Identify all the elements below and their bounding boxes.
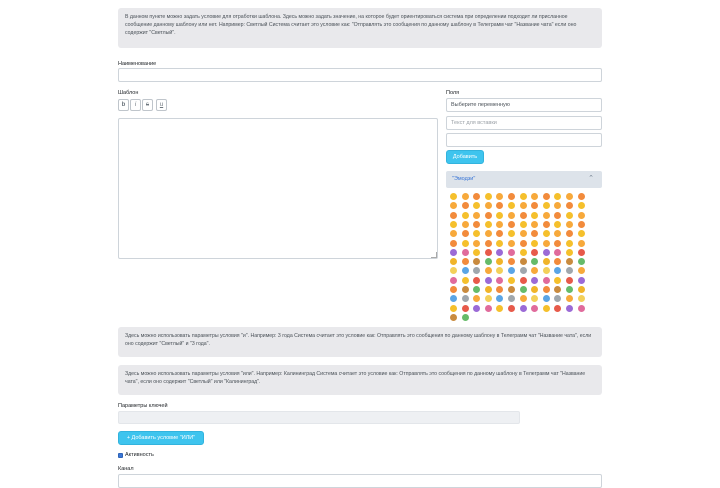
underline-button[interactable]: u [156, 99, 167, 111]
name-input[interactable] [118, 68, 602, 82]
emoji-item[interactable] [554, 240, 561, 247]
emoji-item[interactable] [496, 240, 503, 247]
emoji-item[interactable] [462, 221, 469, 228]
emoji-item[interactable] [543, 212, 550, 219]
emoji-item[interactable] [578, 295, 585, 302]
emoji-item[interactable] [508, 221, 515, 228]
emoji-item[interactable] [485, 277, 492, 284]
emoji-item[interactable] [508, 249, 515, 256]
emoji-item[interactable] [543, 230, 550, 237]
keys-input[interactable] [118, 411, 520, 424]
emoji-item[interactable] [450, 277, 457, 284]
emoji-item[interactable] [520, 193, 527, 200]
emoji-item[interactable] [578, 202, 585, 209]
emoji-item[interactable] [543, 240, 550, 247]
emoji-item[interactable] [520, 230, 527, 237]
emoji-item[interactable] [462, 240, 469, 247]
active-label: Активность [125, 452, 154, 458]
emoji-item[interactable] [531, 249, 538, 256]
emoji-item[interactable] [543, 249, 550, 256]
emoji-panel [446, 171, 602, 319]
emoji-item[interactable] [554, 295, 561, 302]
emoji-item[interactable] [543, 221, 550, 228]
emoji-item[interactable] [496, 193, 503, 200]
emoji-item[interactable] [473, 202, 480, 209]
emoji-item[interactable] [462, 193, 469, 200]
emoji-item[interactable] [485, 286, 492, 293]
emoji-item[interactable] [566, 212, 573, 219]
extra-input[interactable] [446, 133, 602, 147]
emoji-item[interactable] [496, 295, 503, 302]
emoji-item[interactable] [566, 258, 573, 265]
emoji-item[interactable] [531, 193, 538, 200]
template-label: Шаблон [118, 90, 139, 96]
emoji-item[interactable] [531, 212, 538, 219]
emoji-item[interactable] [508, 230, 515, 237]
emoji-item[interactable] [485, 202, 492, 209]
emoji-panel-header[interactable] [446, 171, 602, 188]
emoji-item[interactable] [473, 212, 480, 219]
emoji-item[interactable] [520, 295, 527, 302]
emoji-item[interactable] [450, 314, 457, 321]
fields-label: Поля [446, 90, 460, 96]
or-condition-text: Здесь можно использовать параметры условия "или". Например: Калининград Система считает это условие как: Отправлять это сообщения по данному шаблону в Телеграмм чат "Название чата", если оно содержит "Светлый" или "Калининград". [125, 371, 586, 385]
emoji-item[interactable] [520, 258, 527, 265]
emoji-item[interactable] [531, 277, 538, 284]
variable-select[interactable] [446, 98, 602, 112]
emoji-item[interactable] [566, 221, 573, 228]
emoji-item[interactable] [578, 258, 585, 265]
emoji-item[interactable] [473, 249, 480, 256]
emoji-item[interactable] [531, 305, 538, 312]
emoji-item[interactable] [496, 202, 503, 209]
emoji-item[interactable] [543, 202, 550, 209]
emoji-item[interactable] [520, 249, 527, 256]
emoji-item[interactable] [473, 295, 480, 302]
emoji-item[interactable] [578, 267, 585, 274]
emoji-item[interactable] [531, 295, 538, 302]
emoji-item[interactable] [543, 258, 550, 265]
emoji-item[interactable] [450, 230, 457, 237]
channel-label: Канал [118, 466, 134, 472]
emoji-item[interactable] [554, 258, 561, 265]
emoji-item[interactable] [485, 221, 492, 228]
emoji-item[interactable] [473, 221, 480, 228]
textarea-resize-handle[interactable] [431, 252, 437, 258]
emoji-item[interactable] [450, 202, 457, 209]
emoji-item[interactable] [462, 295, 469, 302]
emoji-item[interactable] [496, 249, 503, 256]
emoji-item[interactable] [566, 193, 573, 200]
emoji-item[interactable] [485, 295, 492, 302]
emoji-item[interactable] [531, 240, 538, 247]
emoji-item[interactable] [450, 258, 457, 265]
emoji-item[interactable] [496, 221, 503, 228]
emoji-item[interactable] [450, 240, 457, 247]
emoji-item[interactable] [531, 267, 538, 274]
emoji-item[interactable] [578, 193, 585, 200]
emoji-item[interactable] [485, 258, 492, 265]
emoji-item[interactable] [531, 230, 538, 237]
emoji-item[interactable] [508, 258, 515, 265]
emoji-item[interactable] [543, 286, 550, 293]
or-condition-alert [118, 365, 602, 395]
emoji-item[interactable] [578, 221, 585, 228]
active-checkbox[interactable] [118, 453, 123, 458]
emoji-item[interactable] [520, 277, 527, 284]
chevron-up-icon[interactable]: ⌃ [588, 175, 594, 182]
emoji-item[interactable] [462, 267, 469, 274]
intro-info-alert [118, 8, 602, 48]
emoji-item[interactable] [462, 258, 469, 265]
emoji-item[interactable] [485, 193, 492, 200]
emoji-item[interactable] [508, 212, 515, 219]
emoji-item[interactable] [450, 249, 457, 256]
strike-button[interactable]: s [142, 99, 153, 111]
intro-info-text: В данном пункте можно задать условие для отработки шаблона. Здесь можно задать значение, на которое будет ориентироваться система при определении подходит ли присланное сообщение данному шаблону или нет. Например: Светлый Система считает это условие как: "Отправлять это сообщения по данному шаблону в Телеграмм чат "Название чата" если оно содержит "Светлый". [125, 14, 577, 36]
emoji-item[interactable] [473, 277, 480, 284]
emoji-item[interactable] [473, 267, 480, 274]
emoji-item[interactable] [578, 249, 585, 256]
emoji-item[interactable] [485, 267, 492, 274]
emoji-item[interactable] [496, 305, 503, 312]
emoji-item[interactable] [462, 202, 469, 209]
emoji-item[interactable] [531, 221, 538, 228]
emoji-item[interactable] [578, 230, 585, 237]
emoji-item[interactable] [566, 295, 573, 302]
channel-select[interactable] [118, 474, 602, 488]
emoji-item[interactable] [450, 286, 457, 293]
emoji-item[interactable] [578, 212, 585, 219]
emoji-item[interactable] [520, 202, 527, 209]
emoji-item[interactable] [508, 295, 515, 302]
emoji-item[interactable] [462, 277, 469, 284]
add-or-condition-button[interactable]: + Добавить условие "ИЛИ" [118, 431, 204, 445]
emoji-item[interactable] [508, 267, 515, 274]
bold-button[interactable]: b [118, 99, 129, 111]
emoji-item[interactable] [462, 212, 469, 219]
emoji-item[interactable] [566, 305, 573, 312]
emoji-item[interactable] [496, 277, 503, 284]
emoji-item[interactable] [554, 277, 561, 284]
emoji-item[interactable] [450, 267, 457, 274]
emoji-item[interactable] [508, 202, 515, 209]
emoji-item[interactable] [462, 249, 469, 256]
keys-label: Параметры ключей [118, 403, 168, 409]
emoji-item[interactable] [554, 193, 561, 200]
emoji-item[interactable] [578, 305, 585, 312]
emoji-item[interactable] [450, 221, 457, 228]
emoji-item[interactable] [462, 286, 469, 293]
emoji-item[interactable] [485, 240, 492, 247]
emoji-item[interactable] [462, 230, 469, 237]
emoji-item[interactable] [543, 295, 550, 302]
emoji-item[interactable] [496, 286, 503, 293]
emoji-item[interactable] [566, 230, 573, 237]
emoji-item[interactable] [496, 212, 503, 219]
emoji-item[interactable] [531, 286, 538, 293]
emoji-item[interactable] [520, 267, 527, 274]
emoji-item[interactable] [543, 267, 550, 274]
emoji-item[interactable] [543, 193, 550, 200]
emoji-item[interactable] [473, 240, 480, 247]
emoji-item[interactable] [520, 286, 527, 293]
emoji-item[interactable] [485, 305, 492, 312]
emoji-panel-title: "Эмодзи" [452, 176, 476, 182]
emoji-item[interactable] [485, 249, 492, 256]
emoji-item[interactable] [520, 212, 527, 219]
italic-button[interactable]: i [130, 99, 141, 111]
emoji-item[interactable] [566, 286, 573, 293]
emoji-item[interactable] [578, 286, 585, 293]
emoji-item[interactable] [473, 305, 480, 312]
emoji-item[interactable] [578, 240, 585, 247]
emoji-item[interactable] [554, 202, 561, 209]
emoji-item[interactable] [554, 267, 561, 274]
add-field-button[interactable]: Добавить [446, 150, 484, 164]
emoji-item[interactable] [531, 258, 538, 265]
emoji-item[interactable] [485, 230, 492, 237]
emoji-item[interactable] [578, 277, 585, 284]
emoji-item[interactable] [566, 267, 573, 274]
emoji-item[interactable] [462, 305, 469, 312]
emoji-item[interactable] [496, 267, 503, 274]
emoji-item[interactable] [496, 258, 503, 265]
emoji-item[interactable] [554, 221, 561, 228]
emoji-item[interactable] [450, 305, 457, 312]
emoji-item[interactable] [450, 295, 457, 302]
emoji-item[interactable] [508, 305, 515, 312]
emoji-item[interactable] [462, 314, 469, 321]
emoji-item[interactable] [554, 286, 561, 293]
emoji-item[interactable] [520, 305, 527, 312]
emoji-item[interactable] [450, 212, 457, 219]
emoji-item[interactable] [520, 221, 527, 228]
insert-text-input[interactable]: Текст для вставки [446, 116, 602, 130]
emoji-item[interactable] [473, 230, 480, 237]
emoji-item[interactable] [554, 305, 561, 312]
emoji-item[interactable] [485, 212, 492, 219]
emoji-item[interactable] [566, 240, 573, 247]
emoji-item[interactable] [508, 193, 515, 200]
emoji-item[interactable] [496, 230, 503, 237]
and-condition-alert [118, 327, 602, 357]
emoji-item[interactable] [531, 202, 538, 209]
emoji-item[interactable] [473, 193, 480, 200]
and-condition-text: Здесь можно использовать параметры условия "и". Например: 3 года Система считает это условие как: Отправлять это сообщения по данному шаблону в Телеграмм чат "Название чата", если оно содержит "Светлый" и "3 года". [125, 333, 592, 347]
emoji-item[interactable] [508, 286, 515, 293]
variable-select-value: Выберите переменную [451, 102, 510, 108]
emoji-item[interactable] [450, 193, 457, 200]
emoji-item[interactable] [554, 212, 561, 219]
emoji-item[interactable] [508, 240, 515, 247]
emoji-item[interactable] [508, 277, 515, 284]
emoji-item[interactable] [543, 277, 550, 284]
emoji-item[interactable] [473, 258, 480, 265]
emoji-item[interactable] [554, 230, 561, 237]
template-textarea[interactable] [118, 118, 438, 259]
emoji-item[interactable] [566, 277, 573, 284]
emoji-item[interactable] [473, 286, 480, 293]
emoji-item[interactable] [566, 249, 573, 256]
emoji-item[interactable] [543, 305, 550, 312]
emoji-item[interactable] [566, 202, 573, 209]
name-label: Наименование [118, 61, 157, 67]
emoji-item[interactable] [520, 240, 527, 247]
emoji-item[interactable] [554, 249, 561, 256]
